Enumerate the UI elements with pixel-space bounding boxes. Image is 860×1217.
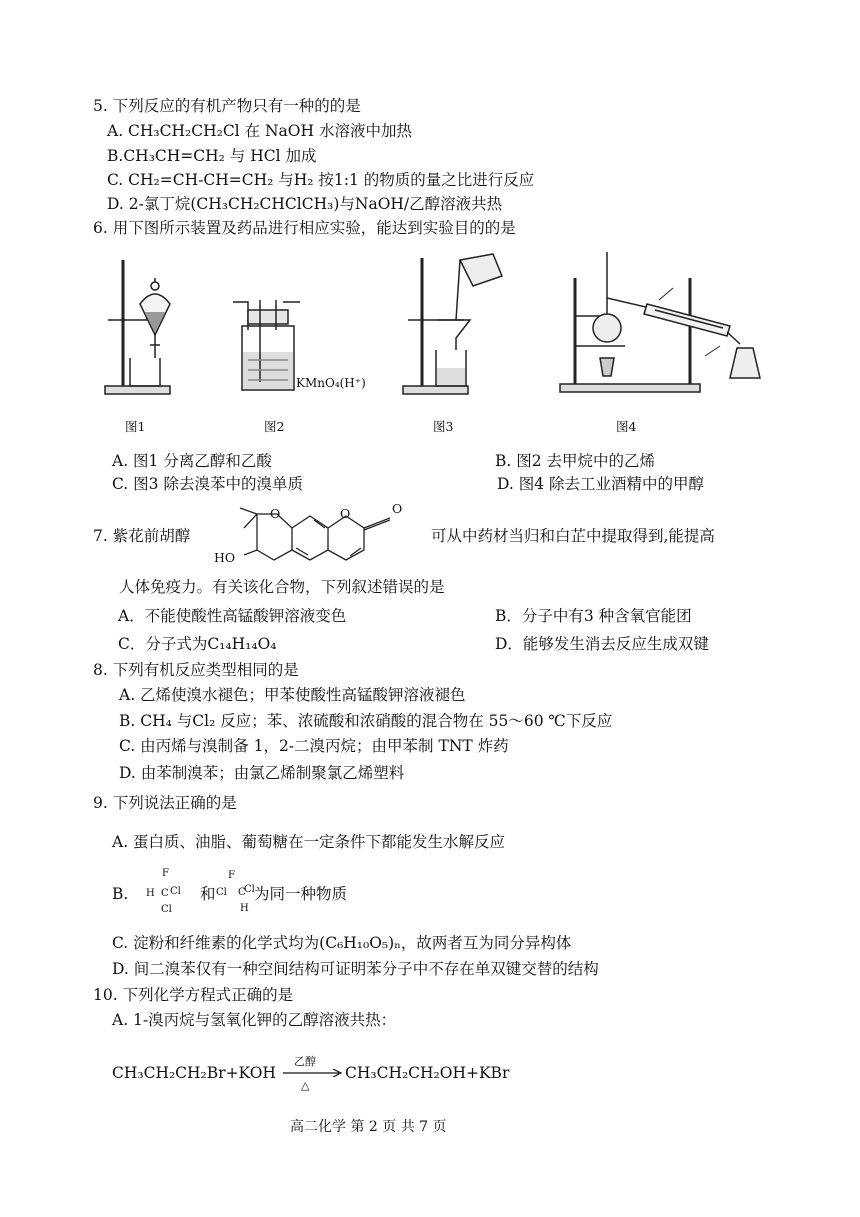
fig3-label: 图3 — [433, 419, 454, 434]
m1-center: C — [161, 888, 169, 899]
q9-option-c: C. 淀粉和纤维素的化学式均为(C₆H₁₀O₅)ₙ，故两者互为同分异构体 — [112, 934, 572, 952]
m1-top: F — [162, 868, 169, 879]
q8-option-a: A. 乙烯使溴水褪色；甲苯使酸性高锰酸钾溶液褪色 — [119, 686, 466, 704]
m1-bottom: Cl — [161, 904, 172, 915]
q5-stem: 5. 下列反应的有机产物只有一种的的是 — [93, 97, 361, 115]
page-footer: 高二化学 第 2 页 共 7 页 — [290, 1119, 447, 1135]
q9-option-b-and: 和 — [200, 885, 216, 903]
q7-struct-ho: HO — [214, 550, 236, 565]
q6-option-a: A. 图1 分离乙醇和乙酸 — [112, 452, 272, 470]
q7-struct-o3: O — [392, 501, 403, 516]
q10-eq-above: 乙醇 — [294, 1055, 316, 1068]
q5-option-a: A. CH₃CH₂CH₂Cl 在 NaOH 水溶液中加热 — [107, 122, 412, 140]
q8-option-b: B. CH₄ 与Cl₂ 反应；苯、浓硫酸和浓硝酸的混合物在 55～60 ℃下反应 — [119, 712, 613, 730]
fig1-label: 图1 — [125, 419, 146, 434]
q9-stem: 9. 下列说法正确的是 — [93, 794, 237, 812]
m2-bottom: H — [240, 903, 249, 914]
q7-stem-suffix: 可从中药材当归和白芷中提取得到,能提高 — [431, 527, 715, 545]
m2-left: Cl — [216, 887, 227, 898]
m1-right: Cl — [170, 886, 181, 897]
m1-left: H — [146, 888, 155, 899]
m2-right: Cl — [244, 884, 255, 895]
q9-option-d: D. 间二溴苯仅有一种空间结构可证明苯分子中不存在单双键交替的结构 — [112, 960, 599, 978]
q5-option-b: B.CH₃CH=CH₂ 与 HCl 加成 — [107, 147, 317, 165]
reaction-arrow-icon — [283, 1069, 343, 1077]
q7-stem-line2: 人体免疫力。有关该化合物，下列叙述错误的是 — [119, 578, 445, 596]
q10-eq-left: CH₃CH₂CH₂Br+KOH — [112, 1064, 276, 1082]
q7-option-d: D．能够发生消去反应生成双键 — [495, 635, 709, 653]
q10-stem: 10. 下列化学方程式正确的是 — [93, 986, 294, 1004]
q8-option-d: D. 由苯制溴苯；由氯乙烯制聚氯乙烯塑料 — [119, 764, 405, 782]
q5-option-c: C. CH₂=CH-CH=CH₂ 与H₂ 按1:1 的物质的量之比进行反应 — [107, 171, 535, 189]
q10-option-a: A. 1-溴丙烷与氢氧化钾的乙醇溶液共热： — [112, 1011, 397, 1029]
fig4-label: 图4 — [616, 419, 637, 434]
q10-eq-right: CH₃CH₂CH₂OH+KBr — [345, 1064, 510, 1082]
q7-option-b: B．分子中有3 种含氧官能团 — [495, 607, 692, 625]
q6-option-b: B. 图2 去甲烷中的乙烯 — [495, 452, 656, 470]
m2-top: F — [228, 870, 235, 881]
q7-option-c: C．分子式为C₁₄H₁₄O₄ — [118, 635, 277, 653]
q6-option-c: C. 图3 除去溴苯中的溴单质 — [112, 475, 303, 493]
figure-1-separatory-funnel — [100, 250, 190, 400]
q8-stem: 8. 下列有机反应类型相同的是 — [93, 661, 299, 679]
q9-option-b-suffix: 为同一种物质 — [254, 885, 348, 903]
q8-option-c: C. 由丙烯与溴制备 1，2-二溴丙烷；由甲苯制 TNT 炸药 — [119, 737, 509, 755]
m2-center: C — [238, 887, 246, 898]
q9-option-a: A. 蛋白质、油脂、葡萄糖在一定条件下都能发生水解反应 — [112, 833, 506, 851]
q5-option-d: D. 2-氯丁烷(CH₃CH₂CHClCH₃)与NaOH/乙醇溶液共热 — [107, 195, 503, 213]
q10-eq-below: △ — [301, 1079, 310, 1092]
fig2-kmno4-label: KMnO₄(H⁺) — [296, 376, 366, 390]
q7-struct-o2: O — [340, 506, 351, 521]
fig2-label: 图2 — [264, 419, 285, 434]
q7-option-a: A．不能使酸性高锰酸钾溶液变色 — [118, 607, 347, 625]
q7-stem-prefix: 7. 紫花前胡醇 — [93, 527, 191, 545]
q6-option-d: D. 图4 除去工业酒精中的甲醇 — [497, 475, 705, 493]
q6-stem: 6. 用下图所示装置及药品进行相应实验，能达到实验目的的是 — [93, 219, 516, 237]
q7-struct-o1: O — [270, 506, 281, 521]
q9-option-b-prefix: B. — [112, 885, 129, 903]
q9-molecule-1 — [146, 868, 186, 918]
figure-4-distillation — [555, 248, 770, 398]
figure-3-filtration — [398, 250, 508, 400]
